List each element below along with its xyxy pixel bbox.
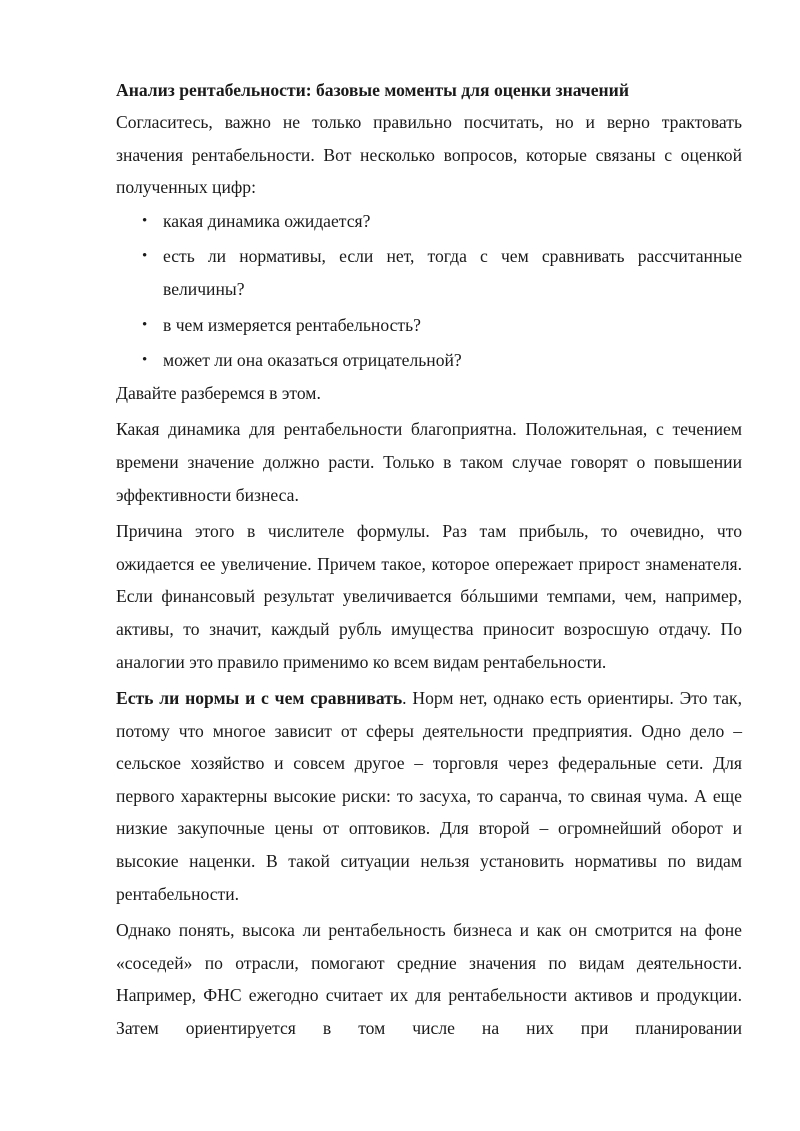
averages-paragraph: Однако понять, высока ли рентабельность бизнеса и как он смотрится на фоне «соседей» по отрасли, помогают средние значения по видам деятельности. Например, ФНС ежегодно считает их для рентабельности активов и продукции. Затем ориентируется в том числе на них при планировании	[116, 920, 742, 1039]
list-item-text: может ли она оказаться отрицательной?	[163, 350, 462, 371]
section-heading: Анализ рентабельности: базовые моменты для оценки значений	[116, 80, 629, 100]
list-item-text: какая динамика ожидается?	[163, 210, 371, 231]
reason-paragraph: Причина этого в числителе формулы. Раз там прибыль, то очевидно, что ожидается ее увеличение. Причем такое, которое опережает прирост знаменателя. Если финансовый результат увеличивается бóльшими темпами, чем, например, активы, то значит, каждый рубль имущества приносит возросшую отдачу. По аналогии это правило применимо ко всем видам рентабельности.	[116, 521, 742, 672]
bullet-icon: •	[142, 248, 148, 265]
questions-list	[116, 205, 742, 377]
intro-paragraph: Согласитесь, важно не только правильно посчитать, но и верно трактовать значения рентабельности. Вот несколько вопросов, которые связаны с оценкой полученных цифр:	[116, 112, 742, 198]
list-item	[116, 344, 742, 377]
list-item	[116, 205, 742, 238]
bullet-icon: •	[142, 212, 148, 229]
list-item-text: в чем измеряется рентабельность?	[163, 314, 421, 335]
bullet-icon: •	[142, 352, 148, 369]
list-item-text: есть ли нормативы, если нет, тогда с чем сравнивать рассчитанные величины?	[163, 246, 742, 299]
dynamics-paragraph: Какая динамика для рентабельности благоприятна. Положительная, с течением времени значение должно расти. Только в таком случае говорят о повышении эффективности бизнеса.	[116, 419, 742, 505]
norms-paragraph	[116, 682, 742, 910]
lead-in-paragraph: Давайте разберемся в этом.	[116, 382, 321, 403]
norms-text: . Норм нет, однако есть ориентиры. Это так, потому что многое зависит от сферы деятельности предприятия. Одно дело – сельское хозяйство и совсем другое – торговля через федеральные сети. Для первого характерны высокие риски: то засуха, то саранча, то свиная чума. А еще низкие закупочные цены от оптовиков. Для второй – огромнейший оборот и высокие наценки. В такой ситуации нельзя установить нормативы по видам рентабельности.	[116, 688, 742, 904]
list-item	[116, 240, 742, 305]
norms-title: Есть ли нормы и с чем сравнивать	[116, 688, 403, 709]
bullet-icon: •	[142, 316, 148, 333]
document-body	[116, 74, 742, 1045]
list-item	[116, 309, 742, 342]
